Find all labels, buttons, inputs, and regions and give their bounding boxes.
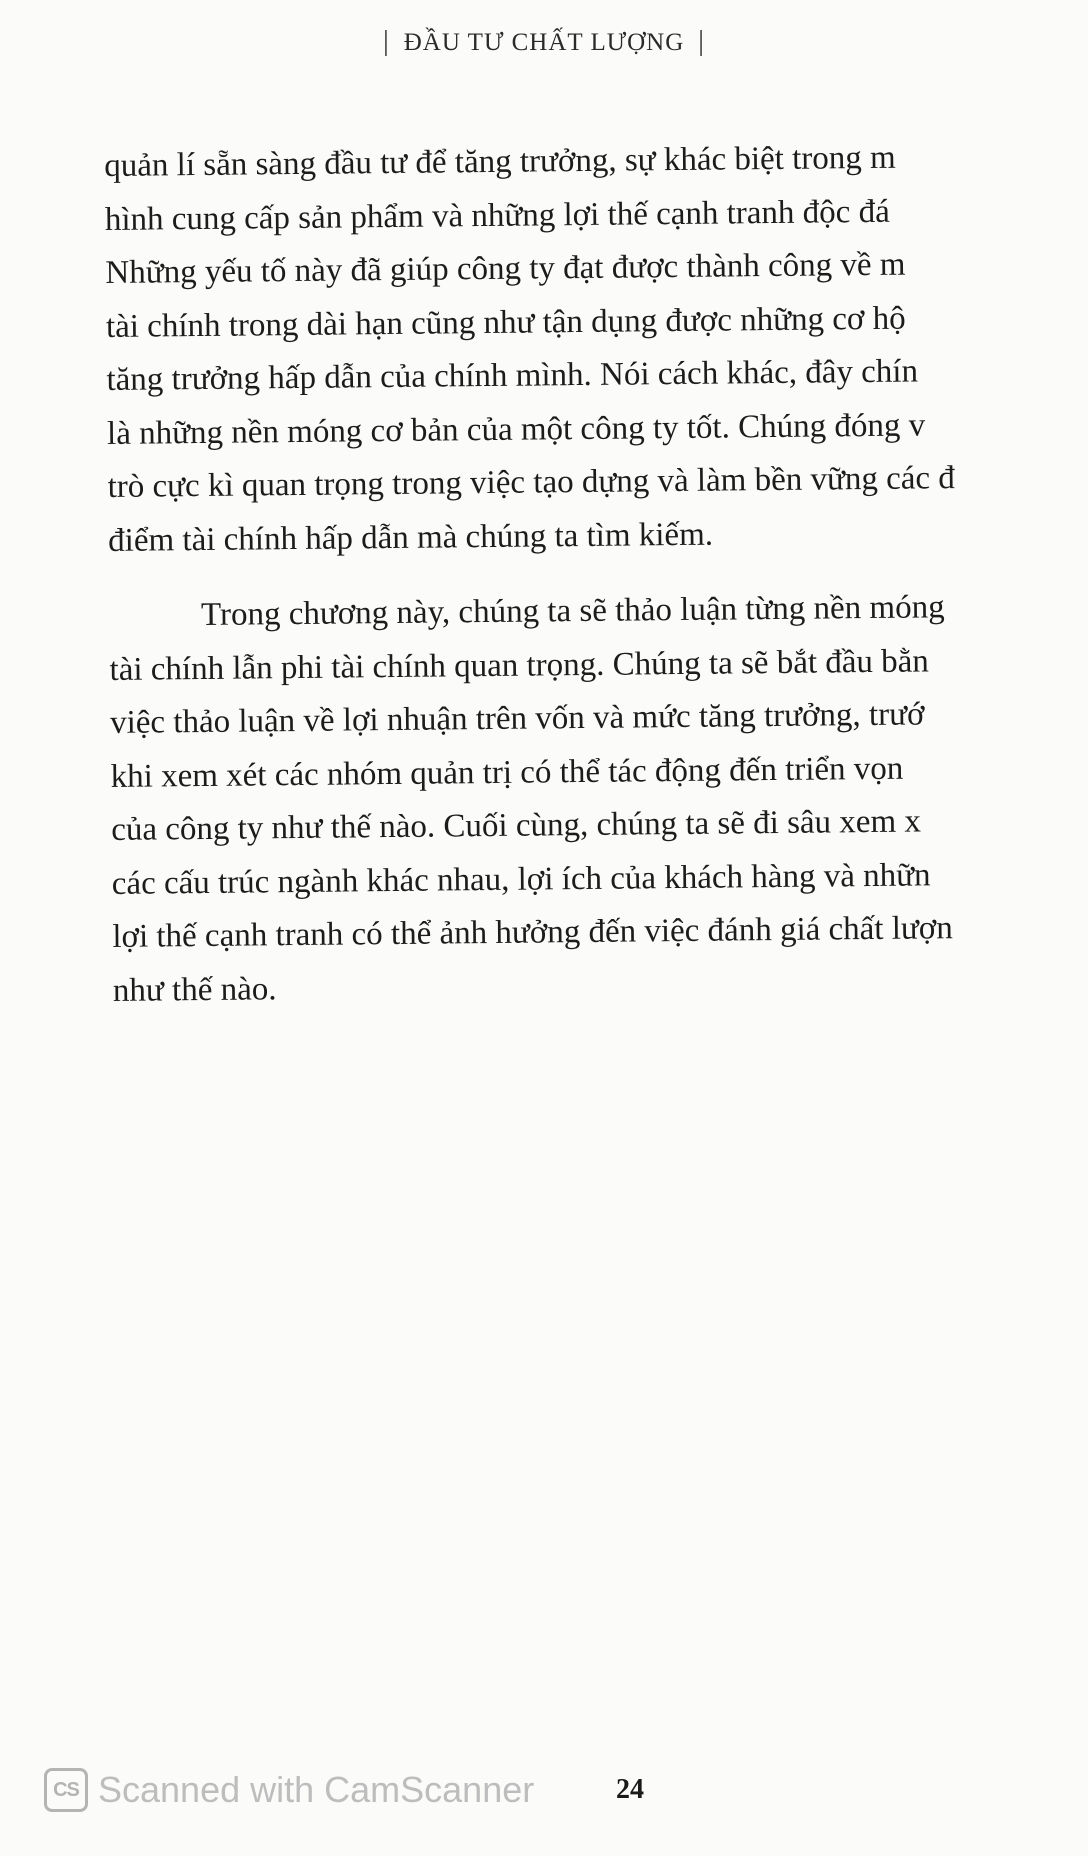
text-line: khi xem xét các nhóm quản trị có thể tác động đến triển vọn — [110, 750, 904, 795]
header-bar-right: | — [698, 26, 705, 57]
paragraph-1 — [104, 129, 1088, 568]
text-line: lợi thế cạnh tranh có thể ảnh hưởng đến việc đánh giá chất lượn — [112, 910, 953, 955]
text-line: tài chính lẫn phi tài chính quan trọng. Chúng ta sẽ bắt đầu bằn — [109, 642, 930, 688]
text-line: trò cực kì quan trọng trong việc tạo dựng và làm bền vững các đ — [107, 460, 956, 505]
camscanner-watermark — [44, 1768, 534, 1812]
text-line: hình cung cấp sản phẩm và những lợi thế cạnh tranh độc đá — [104, 193, 890, 238]
text-line: tăng trưởng hấp dẫn của chính mình. Nói cách khác, đây chín — [106, 353, 919, 398]
header-bar-left: | — [383, 26, 390, 57]
text-line: điểm tài chính hấp dẫn mà chúng ta tìm kiếm. — [108, 516, 714, 559]
text-line: tài chính trong dài hạn cũng như tận dụng được những cơ hộ — [105, 300, 906, 345]
text-line: việc thảo luận về lợi nhuận trên vốn và mức tăng trưởng, trướ — [109, 696, 925, 741]
text-line: Trong chương này, chúng ta sẽ thảo luận từng nền móng — [200, 589, 945, 634]
text-line: là những nền móng cơ bản của một công ty tốt. Chúng đóng v — [106, 406, 926, 452]
watermark-text: Scanned with CamScanner — [98, 1769, 535, 1810]
header-title: ĐẦU TƯ CHẤT LƯỢNG — [403, 29, 685, 56]
camscanner-logo-icon: CS — [44, 1768, 88, 1812]
text-line: của công ty như thế nào. Cuối cùng, chúng ta sẽ đi sâu xem x — [111, 803, 922, 848]
body-text — [104, 129, 1088, 1018]
text-line: như thế nào. — [112, 970, 277, 1009]
running-header — [0, 26, 1088, 58]
page-number: 24 — [616, 1774, 644, 1805]
paragraph-2 — [109, 579, 1088, 1018]
text-line: quản lí sẵn sàng đầu tư để tăng trưởng, sự khác biệt trong m — [104, 139, 896, 184]
text-line: Những yếu tố này đã giúp công ty đạt được thành công về m — [105, 246, 906, 291]
text-line: các cấu trúc ngành khác nhau, lợi ích của khách hàng và nhữn — [111, 856, 931, 902]
